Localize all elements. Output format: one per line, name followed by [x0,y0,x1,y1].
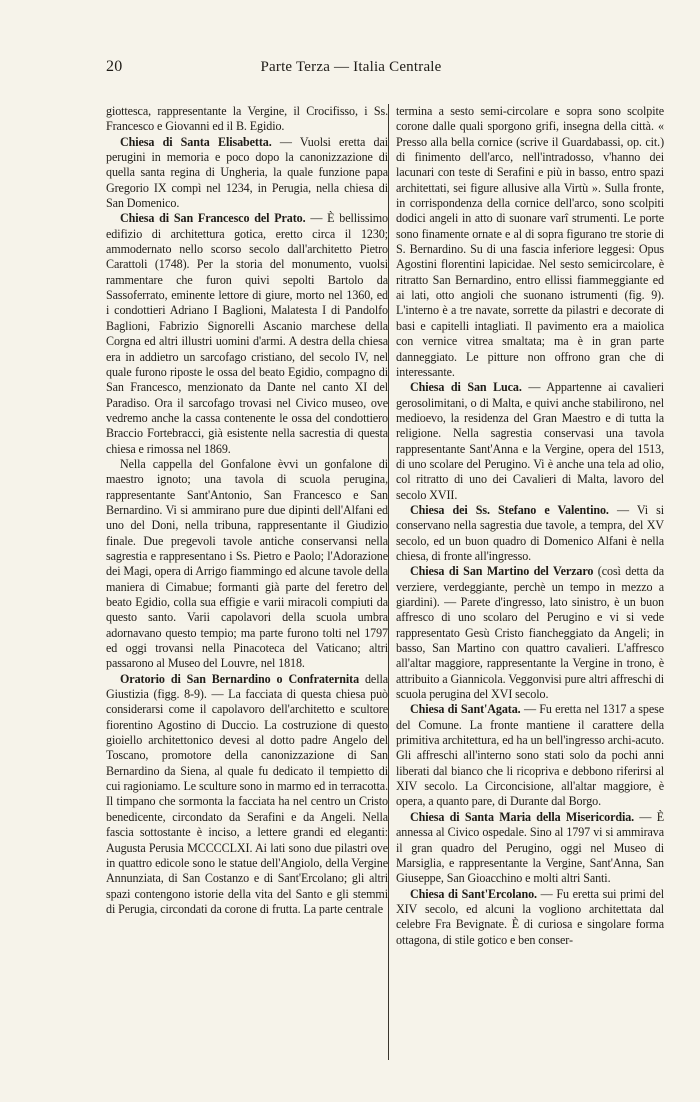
entry-heading: Chiesa di San Martino del Verzaro [410,564,594,579]
paragraph-text: — Vuolsi eretta dai perugini in memoria e poco dopo la canonizzazione di quella santa regina di Ungheria, la quale funzione papa Gregorio IX compì nel 1234, in Perugia, nella chiesa di San Domenico. [106,134,388,211]
entry-heading: Chiesa di San Luca. [410,380,522,395]
entry-heading: Chiesa dei Ss. Stefano e Valentino. [410,502,609,517]
paragraph [106,135,388,212]
left-text-column [106,104,388,1064]
paragraph [106,672,388,918]
paragraph-text: — Fu eretta nel 1317 a spese del Comune. La fronte mantiene il carattere della primitiva architettura, ed ha un bell'ingresso archi-acuto. Gli affreschi all'interno sono stati solo da pochi anni liberati dal bianco che li ricopriva e debbono riferirsi al XIV secolo. La Circoncisione, all'altar maggiore, è opera, a quanto pare, di Durante dal Borgo. [396,702,664,809]
continued-paragraph [106,104,388,135]
entry-heading: Chiesa di Sant'Ercolano. [410,886,537,901]
column-divider [388,104,389,1060]
running-title: Parte Terza — Italia Centrale [260,59,442,75]
paragraph-text: termina a sesto semi-circolare e sopra sono scolpite corone dalle quali sporgono grifi, insegna della città. « Presso alla bella cornice (scrive il Guardabassi, op. cit.) di finimento dell'arco, nell'intradosso, v'hanno dei lacunari con teste di Serafini e più in basso, entro spazi architettati, sei figure allusive alla Virtù ». Sulla fronte, in corrispondenza della cornice dell'arco, sono scolpiti dodici angeli in atto di suonare varî strumenti. Le porte sono finamente ornate e al di sopra figurano tre storie di S. Bernardino. Su di una fascia inferiore leggesi: Opus Agostini florentini lapicidae. Nel sesto semicircolare, è ritratto San Bernardino, entro ellissi fiammeggiante ed ai lati, otto angioli che suonano istrumenti (fig. 9). L'interno è a tre navate, sorrette da pilastri e decorate di basi e capitelli intagliati. Il pavimento era a maiolica con vernice vitrea smaltata; ma è in gran parte danneggiato. Le pitture non offrono gran che di interessante. [396,104,664,379]
entry-heading: Chiesa di San Francesco del Prato. [120,211,306,226]
entry-heading: Chiesa di Santa Maria della Misericordia. [410,809,635,824]
paragraph-text: — È bellissimo edifizio di architettura gotica, eretto circa il 1230; ammodernato nello scorso secolo dall'architetto Pietro Carattoli (1748). Per la storia del monumento, vuolsi rammentare che furon quivi sepolti Bartolo da Sassoferrato, eminente lettore di giure, morto nel 1360, ed i condottieri Adriano I Baglioni, Malatesta I di Pandolfo Baglioni, Fabrizio Signorelli Ascanio marchese della Corgna ed altri illustri uomini d'armi. A destra della chiesa era in addietro un sarcofago cristiano, del secolo IV, nel quale furono riposte le ossa del beato Egidio, compagno di San Francesco, menzionato da Dante nel canto XI del Paradiso. Ora il sarcofago trovasi nel Civico museo, ove vedremo anche la cassa contenente le ossa del condottiero Braccio Fortebracci, già esistente nella sacrestia di questa chiesa e rimossa nel 1869. [106,211,388,456]
page-number: 20 [106,58,123,75]
paragraph-text: — Vi si conservano nella sagrestia due tavole, a tempra, del XV secolo, ed un buon quadro di Domenico Alfani è nella chiesa, di fronte all'ingresso. [396,502,664,563]
paragraph-text: — Fu eretta sui primi del XIV secolo, ed alcuni la vogliono architettata dal celebre Fra Bevignate. È di curiosa e singolare forma ottagona, di stile gotico e ben conser- [396,886,664,947]
paragraph [396,564,664,702]
entry-heading: Oratorio di San Bernardino o Confraternita [120,671,360,686]
paragraph [396,887,664,948]
paragraph [106,211,388,457]
paragraph [396,380,664,503]
entry-heading: Chiesa di Sant'Agata. [410,702,521,717]
paragraph-text: giottesca, rappresentante la Vergine, il Crocifisso, i Ss. Francesco e Giovanni ed il B. Egidio. [106,104,388,134]
right-text-column [396,104,664,1064]
paragraph-text: Nella cappella del Gonfalone èvvi un gonfalone di maestro ignoto; una tavola di scuola perugina, rappresentante Sant'Antonio, San Francesco e San Bernardino. Vi si ammirano pure due dipinti dell'Alfani ed uno del Doni, nella tribuna, rappresentante il Giudizio finale. Due pregevoli tavole antiche conservansi nella sagrestia e rappresentano i Ss. Pietro e Paolo; l'Adorazione dei Magi, opera di Arrigo fiammingo ed alcune tavole della maniera di Cimabue; formanti già parte del feretro del beato Egidio, colla sua effigie e varii miracoli compiuti da questo santo. Varii capolavori della scuola umbra adornavano questo tempio; ma parte furono tolti nel 1797 ed oggi trovansi nella Pinacoteca del Vaticano; altri passarono al Museo del Louvre, nel 1818. [106,456,388,671]
continued-paragraph [396,104,664,380]
paragraph-text: — Appartenne ai cavalieri gerosolimitani, o di Malta, e quivi anche stabilirono, nel medioevo, la residenza del Gran Maestro e di tutta la religione. Nella sagrestia conservasi una tavola rappresentante Sant'Anna e la Vergine, opera del 1513, di uno scolare del Perugino. Vi è anche una tela ad olio, col ritratto di uno dei Cavalieri di Malta, lavoro del secolo XVII. [396,380,664,502]
paragraph-text: (così detta da verziere, verdeggiante, perchè un tempo in mezzo a giardini). — Parete d'ingresso, lato sinistro, è un buon affresco di uno scolaro del Perugino e vi si vede rappresentato Gesù Cristo fiancheggiato da Angeli; in basso, San Martino con quattro cavalieri. L'affresco all'altar maggiore, rappresentante la Vergine in trono, è attribuito a Giannicola. Veggonvisi pure altri affreschi di scuola perugina del XVI secolo. [396,564,664,702]
paragraph [396,810,664,887]
paragraph [106,457,388,672]
paragraph [396,702,664,809]
entry-heading: Chiesa di Santa Elisabetta. [120,134,272,149]
paragraph-text: della Giustizia (figg. 8-9). — La facciata di questa chiesa può considerarsi come il capolavoro dell'architetto e scultore fiorentino Agostino di Duccio. La costruzione di questo gioiello architettonico devesi al dotto padre Angelo del Toscano, promotore della canonizzazione di San Bernardino da Siena, al quale fu dedicato il tempietto di cui ragioniamo. Le sculture sono in marmo ed in terracotta. Il timpano che sormonta la facciata ha nel centro un Cristo benedicente, circondato da Serafini e da Angeli. Nella fascia sottostante è inciso, a lettere grandi ed eleganti: Augusta Perusia MCCCCLXI. Ai lati sono due pilastri ove in quattro edicole sono le statue dell'Angiolo, della Vergine Annunziata, di San Costanzo e di Sant'Ercolano; gli altri spazi contengono istorie della vita del Santo e gli stemmi di Perugia, circondati da corone di frutta. La parte centrale [106,671,388,916]
page-header [106,58,596,76]
paragraph [396,503,664,564]
paragraph-text: — È annessa al Civico ospedale. Sino al 1797 vi si ammirava il gran quadro del Perugino, oggi nel Museo di Marsiglia, e rappresentante la Vergine, Sant'Anna, San Giuseppe, San Gioacchino e molti altri Santi. [396,809,664,886]
